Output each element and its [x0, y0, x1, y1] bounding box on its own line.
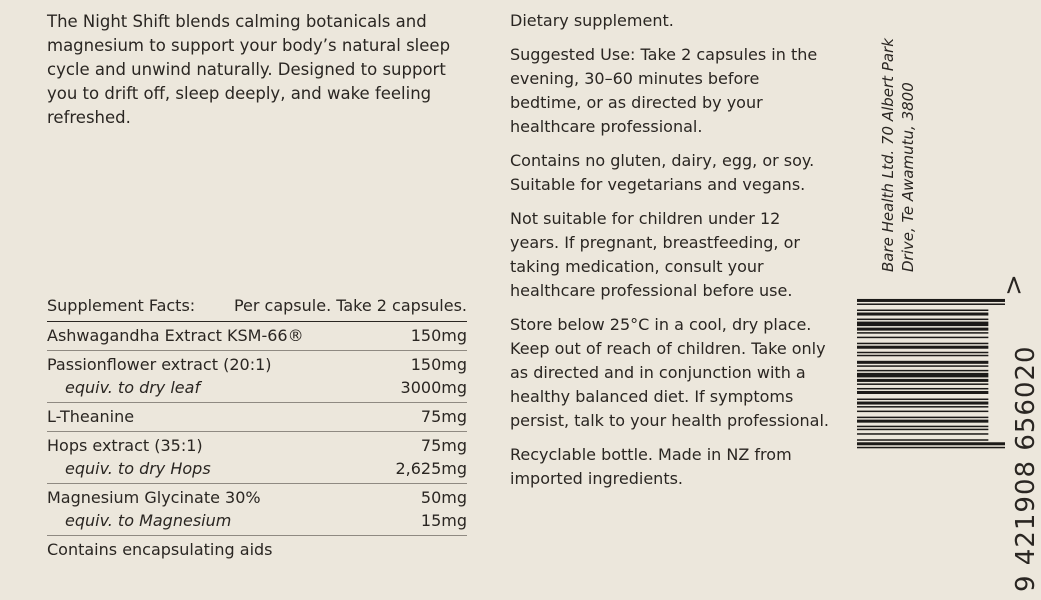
ingredient-name: equiv. to dry Hops — [65, 459, 211, 478]
ingredient-amount: 15mg — [420, 511, 467, 530]
barcode-arrow-icon: > — [998, 274, 1029, 296]
address-line-2: Drive, Te Awamutu, 3800 — [899, 82, 917, 272]
barcode-bar — [857, 399, 988, 401]
facts-footer: Contains encapsulating aids — [47, 540, 273, 559]
label-paragraph: Store below 25°C in a cool, dry place. Keep out of reach of children. Take only as directed and in conjunction with a healthy balanced diet. If symptoms persist, talk to your health professional. — [510, 315, 829, 430]
facts-subrow — [47, 376, 467, 399]
ingredient-amount: 150mg — [410, 326, 467, 345]
barcode-bar — [857, 388, 988, 390]
barcode-bar — [857, 411, 988, 413]
supplement-facts-table — [47, 293, 467, 562]
ingredient-name: Hops extract (35:1) — [47, 436, 203, 455]
barcode-bar — [857, 319, 988, 321]
facts-row — [47, 324, 467, 347]
barcode-bar — [857, 426, 988, 428]
ingredient-name: Passionflower extract (20:1) — [47, 355, 272, 374]
barcode-bar — [857, 346, 988, 349]
barcode-bar — [857, 429, 988, 431]
ingredient-amount: 75mg — [420, 436, 467, 455]
ingredient-amount: 2,625mg — [395, 459, 467, 478]
barcode-bar — [857, 352, 988, 354]
product-description: The Night Shift blends calming botanicals and magnesium to support your body’s natural sleep cycle and unwind naturally. Designed to support you to drift off, sleep deeply, and wake feeling refreshed. — [47, 12, 451, 127]
barcode-bar — [857, 313, 988, 316]
barcode-bar — [857, 447, 1005, 449]
barcode-bar — [857, 370, 988, 372]
barcode-bar — [857, 379, 988, 382]
supplement-facts-title: Supplement Facts: — [47, 296, 196, 315]
barcode-bar — [857, 332, 988, 334]
barcode-bar — [857, 391, 988, 394]
label-paragraph: Suggested Use: Take 2 capsules in the evening, 30–60 minutes before bedtime, or as directed by your healthcare professional. — [510, 45, 818, 136]
barcode-bar — [857, 439, 988, 441]
barcode-bar — [857, 383, 988, 385]
label-paragraph: Recyclable bottle. Made in NZ from imported ingredients. — [510, 445, 792, 488]
ingredient-amount: 3000mg — [400, 378, 467, 397]
ingredient-name: Ashwagandha Extract KSM-66® — [47, 326, 304, 345]
facts-row — [47, 486, 467, 509]
ingredient-name: L-Theanine — [47, 407, 135, 426]
barcode-bar — [857, 310, 988, 312]
serving-info: Per capsule. Take 2 capsules. — [233, 296, 467, 315]
barcode-bar — [857, 322, 988, 327]
facts-row — [47, 434, 467, 457]
facts-group — [47, 322, 467, 351]
ingredient-amount: 150mg — [410, 355, 467, 374]
barcode-bar — [857, 361, 988, 364]
barcode-bar — [857, 328, 988, 331]
label-paragraph: Dietary supplement. — [510, 11, 674, 30]
ingredient-name: Magnesium Glycinate 30% — [47, 488, 261, 507]
facts-group — [47, 432, 467, 484]
barcode-bar — [857, 299, 1005, 302]
facts-group — [47, 484, 467, 536]
barcode-bar — [857, 402, 988, 405]
facts-group — [47, 351, 467, 403]
facts-subrow — [47, 457, 467, 480]
barcode-bar — [857, 373, 988, 378]
barcode-bar — [857, 343, 988, 345]
barcode-bar — [857, 433, 988, 435]
ingredient-name: equiv. to dry leaf — [65, 378, 201, 397]
barcode-bar — [857, 355, 988, 357]
ingredient-amount: 75mg — [420, 407, 467, 426]
barcode-bar — [857, 417, 988, 419]
barcode-bar — [857, 420, 988, 423]
facts-row — [47, 353, 467, 376]
barcode-bar — [857, 303, 1005, 305]
facts-group — [47, 403, 467, 432]
barcode-bar — [857, 337, 988, 339]
barcode-image — [857, 297, 1005, 589]
barcode-digits: 9 421908 656020 — [1011, 345, 1041, 592]
facts-subrow — [47, 509, 467, 532]
barcode-bar — [857, 406, 988, 408]
ingredient-name: equiv. to Magnesium — [65, 511, 232, 530]
barcode-bar — [857, 365, 988, 367]
supplement-facts-header — [47, 293, 467, 322]
manufacturer-address — [878, 38, 918, 272]
label-paragraph: Not suitable for children under 12 years. If pregnant, breastfeeding, or taking medication, consult your healthcare professional before use. — [510, 209, 800, 300]
facts-row — [47, 405, 467, 428]
ingredient-amount: 50mg — [420, 488, 467, 507]
label-paragraph: Contains no gluten, dairy, egg, or soy. Suitable for vegetarians and vegans. — [510, 151, 815, 194]
label-information-column — [510, 9, 830, 501]
barcode-bar — [857, 442, 1005, 445]
address-line-1: Bare Health Ltd. 70 Albert Park — [879, 38, 897, 272]
